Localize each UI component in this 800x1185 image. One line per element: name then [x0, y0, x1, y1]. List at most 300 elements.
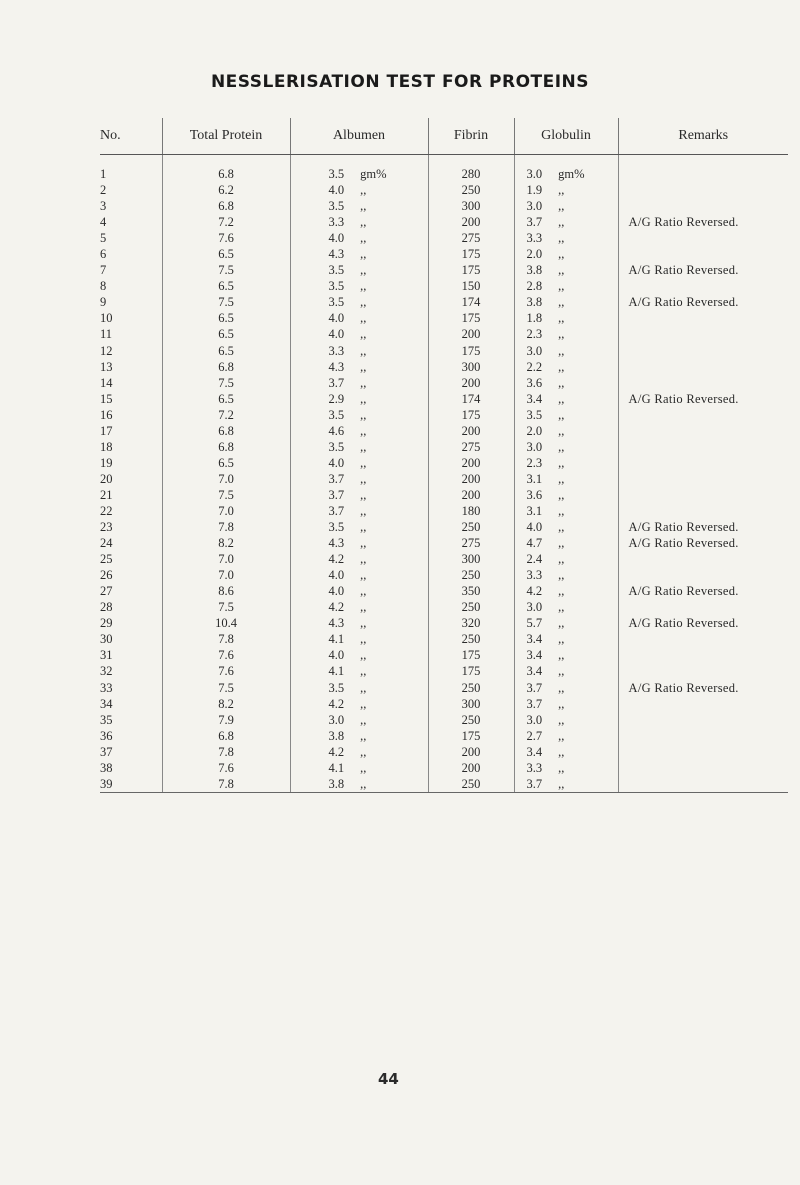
- cell-globulin-unit: ,,: [558, 616, 565, 631]
- cell-no: [100, 583, 162, 599]
- cell-total-protein-value: 7.8: [218, 520, 234, 535]
- cell-globulin: [514, 696, 618, 712]
- cell-globulin-unit: ,,: [558, 407, 565, 422]
- cell-globulin: [514, 776, 618, 793]
- cell-globulin-value: 3.7: [526, 680, 543, 695]
- cell-globulin-value: 2.8: [526, 279, 543, 294]
- cell-remarks: [618, 551, 788, 567]
- header-globulin: Globulin: [514, 118, 618, 155]
- cell-albumen: [290, 760, 428, 776]
- cell-total-protein-value: 7.6: [218, 231, 234, 246]
- cell-globulin-value: 2.0: [526, 423, 543, 438]
- cell-remarks: [618, 326, 788, 342]
- cell-albumen-unit: ,,: [360, 199, 367, 214]
- cell-no-value: 31: [100, 648, 113, 663]
- cell-remarks: [618, 471, 788, 487]
- cell-no-value: 3: [100, 199, 107, 214]
- cell-remarks: [618, 744, 788, 760]
- cell-albumen-value: 4.0: [328, 231, 345, 246]
- cell-total-protein: [162, 487, 290, 503]
- cell-remarks-value: A/G Ratio Reversed.: [628, 215, 739, 230]
- cell-globulin-unit: ,,: [558, 439, 565, 454]
- cell-albumen-value: 4.0: [328, 455, 345, 470]
- cell-globulin-value: 3.7: [526, 696, 543, 711]
- cell-no-value: 27: [100, 584, 113, 599]
- cell-globulin: [514, 680, 618, 696]
- cell-albumen: [290, 647, 428, 663]
- cell-albumen-value: 4.1: [328, 760, 345, 775]
- cell-albumen: [290, 583, 428, 599]
- table-row: [100, 712, 788, 728]
- cell-total-protein: [162, 567, 290, 583]
- cell-globulin: [514, 343, 618, 359]
- cell-total-protein-value: 7.8: [218, 632, 234, 647]
- cell-no: [100, 615, 162, 631]
- cell-globulin: [514, 503, 618, 519]
- cell-fibrin: [428, 423, 514, 439]
- cell-no-value: 24: [100, 536, 113, 551]
- cell-fibrin: [428, 166, 514, 182]
- cell-albumen-value: 3.3: [328, 215, 345, 230]
- cell-total-protein: [162, 343, 290, 359]
- cell-albumen: [290, 744, 428, 760]
- table-row: [100, 359, 788, 375]
- cell-albumen-unit: ,,: [360, 600, 367, 615]
- cell-globulin-unit: ,,: [558, 552, 565, 567]
- table-row: [100, 439, 788, 455]
- cell-albumen-unit: ,,: [360, 423, 367, 438]
- cell-no: [100, 391, 162, 407]
- cell-remarks: [618, 294, 788, 310]
- table-row: [100, 407, 788, 423]
- cell-no: [100, 310, 162, 326]
- cell-albumen-value: 4.0: [328, 311, 345, 326]
- cell-albumen-value: 3.5: [328, 407, 345, 422]
- cell-albumen-unit: ,,: [360, 327, 367, 342]
- cell-fibrin: [428, 776, 514, 793]
- cell-albumen: [290, 407, 428, 423]
- cell-globulin-unit: ,,: [558, 391, 565, 406]
- cell-no: [100, 728, 162, 744]
- cell-fibrin-value: 150: [461, 279, 481, 294]
- cell-albumen: [290, 471, 428, 487]
- cell-globulin-unit: ,,: [558, 696, 565, 711]
- cell-fibrin-value: 300: [461, 696, 481, 711]
- cell-globulin-value: 4.2: [526, 584, 543, 599]
- table-row: [100, 343, 788, 359]
- cell-albumen-value: 4.2: [328, 744, 345, 759]
- cell-total-protein: [162, 663, 290, 679]
- cell-globulin-value: 3.5: [526, 407, 543, 422]
- table-row: [100, 760, 788, 776]
- cell-albumen-value: 4.0: [328, 568, 345, 583]
- cell-fibrin-value: 200: [461, 744, 481, 759]
- cell-total-protein-value: 7.5: [218, 487, 234, 502]
- cell-globulin: [514, 230, 618, 246]
- cell-globulin: [514, 583, 618, 599]
- cell-albumen-unit: ,,: [360, 520, 367, 535]
- cell-total-protein: [162, 326, 290, 342]
- cell-albumen-value: 3.0: [328, 712, 345, 727]
- cell-no-value: 10: [100, 311, 113, 326]
- cell-no-value: 1: [100, 167, 107, 182]
- cell-remarks: [618, 214, 788, 230]
- table-row: [100, 166, 788, 182]
- cell-no-value: 35: [100, 712, 113, 727]
- cell-fibrin-value: 250: [461, 600, 481, 615]
- cell-fibrin: [428, 343, 514, 359]
- cell-albumen: [290, 359, 428, 375]
- table-row: [100, 503, 788, 519]
- cell-globulin-unit: gm%: [558, 167, 585, 182]
- cell-no: [100, 760, 162, 776]
- cell-albumen-value: 4.6: [328, 423, 345, 438]
- cell-no-value: 16: [100, 407, 113, 422]
- cell-fibrin-value: 250: [461, 520, 481, 535]
- cell-globulin-unit: ,,: [558, 744, 565, 759]
- cell-albumen-value: 3.7: [328, 487, 345, 502]
- cell-albumen-value: 3.5: [328, 279, 345, 294]
- cell-total-protein: [162, 519, 290, 535]
- cell-remarks: [618, 503, 788, 519]
- cell-total-protein-value: 7.0: [218, 504, 234, 518]
- cell-globulin: [514, 599, 618, 615]
- cell-fibrin: [428, 182, 514, 198]
- cell-albumen: [290, 712, 428, 728]
- cell-globulin: [514, 182, 618, 198]
- table-row: [100, 375, 788, 391]
- table-row: [100, 696, 788, 712]
- cell-fibrin-value: 250: [461, 712, 481, 727]
- cell-globulin-unit: ,,: [558, 375, 565, 390]
- protein-table-wrapper: [100, 118, 788, 793]
- cell-albumen-value: 3.8: [328, 728, 345, 743]
- page-title: NESSLERISATION TEST FOR PROTEINS: [210, 72, 590, 92]
- cell-albumen-unit: ,,: [360, 183, 367, 198]
- cell-globulin-value: 1.8: [526, 311, 543, 326]
- cell-globulin: [514, 471, 618, 487]
- cell-fibrin-value: 175: [461, 648, 481, 663]
- cell-albumen-unit: ,,: [360, 648, 367, 663]
- cell-total-protein-value: 7.0: [218, 568, 234, 583]
- cell-globulin-value: 3.7: [526, 776, 543, 791]
- cell-no: [100, 166, 162, 182]
- cell-no-value: 23: [100, 520, 113, 535]
- cell-albumen: [290, 535, 428, 551]
- cell-fibrin-value: 175: [461, 407, 481, 422]
- cell-globulin-unit: ,,: [558, 680, 565, 695]
- cell-albumen-value: 4.2: [328, 600, 345, 615]
- cell-fibrin-value: 300: [461, 199, 481, 214]
- cell-remarks: [618, 359, 788, 375]
- cell-albumen-value: 3.5: [328, 199, 345, 214]
- cell-no: [100, 663, 162, 679]
- table-row: [100, 423, 788, 439]
- cell-globulin: [514, 567, 618, 583]
- cell-fibrin: [428, 647, 514, 663]
- cell-albumen: [290, 551, 428, 567]
- cell-total-protein: [162, 728, 290, 744]
- cell-globulin-unit: ,,: [558, 455, 565, 470]
- cell-remarks: [618, 343, 788, 359]
- table-row: [100, 776, 788, 793]
- cell-total-protein: [162, 310, 290, 326]
- cell-total-protein: [162, 583, 290, 599]
- cell-fibrin: [428, 487, 514, 503]
- cell-globulin-value: 2.0: [526, 247, 543, 262]
- cell-albumen-unit: ,,: [360, 343, 367, 358]
- cell-albumen-unit: ,,: [360, 215, 367, 230]
- cell-albumen-value: 4.3: [328, 359, 345, 374]
- table-row: [100, 551, 788, 567]
- cell-total-protein: [162, 631, 290, 647]
- cell-no: [100, 278, 162, 294]
- cell-globulin: [514, 647, 618, 663]
- cell-total-protein-value: 7.5: [218, 375, 234, 390]
- cell-fibrin: [428, 471, 514, 487]
- cell-albumen-value: 4.0: [328, 648, 345, 663]
- cell-fibrin-value: 175: [461, 247, 481, 262]
- table-row: [100, 583, 788, 599]
- cell-total-protein-value: 6.5: [218, 343, 234, 358]
- cell-total-protein-value: 7.6: [218, 664, 234, 679]
- cell-remarks-value: A/G Ratio Reversed.: [628, 295, 739, 310]
- cell-fibrin-value: 250: [461, 632, 481, 647]
- cell-fibrin: [428, 583, 514, 599]
- cell-globulin-value: 3.6: [526, 375, 543, 390]
- cell-globulin: [514, 246, 618, 262]
- cell-fibrin-value: 250: [461, 568, 481, 583]
- cell-total-protein-value: 10.4: [215, 616, 237, 631]
- cell-remarks: [618, 760, 788, 776]
- cell-remarks: [618, 182, 788, 198]
- cell-globulin: [514, 663, 618, 679]
- cell-remarks-value: A/G Ratio Reversed.: [628, 391, 739, 406]
- cell-total-protein-value: 6.5: [218, 279, 234, 294]
- cell-fibrin: [428, 551, 514, 567]
- cell-fibrin: [428, 455, 514, 471]
- cell-fibrin: [428, 680, 514, 696]
- cell-remarks: [618, 407, 788, 423]
- cell-total-protein: [162, 776, 290, 793]
- cell-albumen: [290, 696, 428, 712]
- cell-globulin-value: 3.0: [526, 167, 543, 182]
- cell-globulin-value: 3.8: [526, 295, 543, 310]
- cell-fibrin: [428, 519, 514, 535]
- cell-globulin-value: 2.2: [526, 359, 543, 374]
- cell-remarks: [618, 439, 788, 455]
- cell-albumen-unit: ,,: [360, 439, 367, 454]
- cell-total-protein-value: 8.6: [218, 584, 234, 599]
- cell-remarks-value: A/G Ratio Reversed.: [628, 263, 739, 278]
- cell-albumen-value: 3.5: [328, 263, 345, 278]
- cell-albumen-value: 3.5: [328, 680, 345, 695]
- cell-fibrin: [428, 567, 514, 583]
- cell-globulin-unit: ,,: [558, 263, 565, 278]
- page-number: 44: [378, 1070, 399, 1088]
- cell-no: [100, 776, 162, 793]
- cell-albumen-value: 3.3: [328, 343, 345, 358]
- cell-globulin: [514, 375, 618, 391]
- cell-globulin: [514, 744, 618, 760]
- cell-globulin-unit: ,,: [558, 712, 565, 727]
- cell-no: [100, 680, 162, 696]
- cell-globulin-value: 3.4: [526, 648, 543, 663]
- cell-albumen-unit: ,,: [360, 375, 367, 390]
- cell-no-value: 18: [100, 439, 113, 454]
- cell-albumen-value: 3.7: [328, 471, 345, 486]
- cell-fibrin: [428, 198, 514, 214]
- cell-remarks: [618, 647, 788, 663]
- cell-fibrin: [428, 230, 514, 246]
- cell-fibrin-value: 200: [461, 215, 481, 230]
- cell-no: [100, 326, 162, 342]
- cell-fibrin-value: 275: [461, 231, 481, 246]
- cell-no: [100, 599, 162, 615]
- cell-fibrin-value: 275: [461, 439, 481, 454]
- cell-albumen-unit: ,,: [360, 455, 367, 470]
- cell-albumen-unit: ,,: [360, 487, 367, 502]
- cell-globulin-value: 3.3: [526, 568, 543, 583]
- cell-total-protein-value: 7.8: [218, 744, 234, 759]
- cell-fibrin-value: 174: [461, 295, 481, 310]
- cell-globulin-value: 3.4: [526, 744, 543, 759]
- cell-remarks: [618, 712, 788, 728]
- cell-globulin-unit: ,,: [558, 568, 565, 583]
- cell-total-protein-value: 7.0: [218, 471, 234, 486]
- cell-fibrin: [428, 439, 514, 455]
- cell-no-value: 37: [100, 744, 113, 759]
- cell-albumen: [290, 310, 428, 326]
- cell-remarks-value: A/G Ratio Reversed.: [628, 680, 739, 695]
- cell-no: [100, 359, 162, 375]
- cell-globulin-value: 3.6: [526, 487, 543, 502]
- cell-total-protein-value: 7.6: [218, 760, 234, 775]
- cell-globulin-value: 2.7: [526, 728, 543, 743]
- cell-no-value: 17: [100, 423, 113, 438]
- cell-globulin-value: 3.3: [526, 231, 543, 246]
- cell-no: [100, 744, 162, 760]
- cell-no: [100, 567, 162, 583]
- cell-albumen-unit: ,,: [360, 407, 367, 422]
- cell-albumen: [290, 375, 428, 391]
- cell-total-protein-value: 7.2: [218, 215, 234, 230]
- cell-no: [100, 407, 162, 423]
- cell-no-value: 28: [100, 600, 113, 615]
- cell-albumen-value: 4.0: [328, 327, 345, 342]
- cell-globulin: [514, 455, 618, 471]
- cell-fibrin-value: 275: [461, 536, 481, 551]
- cell-albumen-unit: ,,: [360, 295, 367, 310]
- cell-albumen: [290, 294, 428, 310]
- cell-fibrin-value: 200: [461, 487, 481, 502]
- cell-total-protein-value: 6.8: [218, 439, 234, 454]
- cell-globulin-unit: ,,: [558, 343, 565, 358]
- cell-globulin-unit: ,,: [558, 183, 565, 198]
- cell-globulin-value: 3.8: [526, 263, 543, 278]
- cell-total-protein: [162, 182, 290, 198]
- cell-no-value: 25: [100, 552, 113, 567]
- cell-total-protein-value: 7.5: [218, 680, 234, 695]
- cell-remarks: [618, 423, 788, 439]
- cell-globulin: [514, 166, 618, 182]
- cell-albumen-unit: ,,: [360, 632, 367, 647]
- cell-no: [100, 423, 162, 439]
- cell-albumen-unit: ,,: [360, 471, 367, 486]
- cell-globulin: [514, 439, 618, 455]
- cell-globulin-value: 1.9: [526, 183, 543, 198]
- cell-no: [100, 696, 162, 712]
- cell-total-protein: [162, 744, 290, 760]
- cell-albumen-value: 3.8: [328, 776, 345, 791]
- cell-total-protein: [162, 278, 290, 294]
- cell-albumen-unit: ,,: [360, 696, 367, 711]
- cell-no: [100, 198, 162, 214]
- table-row: [100, 487, 788, 503]
- cell-globulin-value: 5.7: [526, 616, 543, 631]
- cell-no: [100, 343, 162, 359]
- cell-no-value: 4: [100, 215, 107, 230]
- header-no: No.: [100, 118, 162, 155]
- cell-remarks: [618, 663, 788, 679]
- table-row: [100, 455, 788, 471]
- table-row: [100, 728, 788, 744]
- cell-fibrin-value: 200: [461, 327, 481, 342]
- cell-globulin: [514, 423, 618, 439]
- cell-globulin: [514, 631, 618, 647]
- cell-remarks: [618, 631, 788, 647]
- cell-globulin-unit: ,,: [558, 279, 565, 294]
- cell-fibrin-value: 200: [461, 375, 481, 390]
- cell-remarks: [618, 567, 788, 583]
- cell-remarks: [618, 278, 788, 294]
- cell-globulin-unit: ,,: [558, 648, 565, 663]
- cell-albumen-unit: ,,: [360, 279, 367, 294]
- table-row: [100, 294, 788, 310]
- cell-albumen-unit: ,,: [360, 776, 367, 791]
- table-header-row: [100, 118, 788, 155]
- cell-albumen: [290, 343, 428, 359]
- table-row: [100, 519, 788, 535]
- cell-total-protein: [162, 471, 290, 487]
- cell-globulin: [514, 487, 618, 503]
- cell-albumen-value: 4.3: [328, 247, 345, 262]
- cell-total-protein: [162, 680, 290, 696]
- cell-globulin-value: 3.7: [526, 215, 543, 230]
- cell-total-protein-value: 7.9: [218, 712, 234, 727]
- cell-fibrin: [428, 599, 514, 615]
- cell-globulin-value: 3.3: [526, 760, 543, 775]
- cell-no-value: 30: [100, 632, 113, 647]
- cell-no-value: 26: [100, 568, 113, 583]
- cell-no: [100, 535, 162, 551]
- table-row: [100, 391, 788, 407]
- cell-albumen: [290, 599, 428, 615]
- table-row: [100, 615, 788, 631]
- cell-fibrin: [428, 615, 514, 631]
- cell-albumen-value: 2.9: [328, 391, 345, 406]
- cell-globulin-unit: ,,: [558, 295, 565, 310]
- cell-fibrin-value: 200: [461, 760, 481, 775]
- cell-globulin-unit: ,,: [558, 728, 565, 743]
- cell-globulin: [514, 728, 618, 744]
- cell-albumen-unit: ,,: [360, 760, 367, 775]
- cell-remarks: [618, 391, 788, 407]
- cell-globulin-value: 3.4: [526, 632, 543, 647]
- cell-fibrin-value: 175: [461, 664, 481, 679]
- cell-total-protein: [162, 535, 290, 551]
- table-row: [100, 182, 788, 198]
